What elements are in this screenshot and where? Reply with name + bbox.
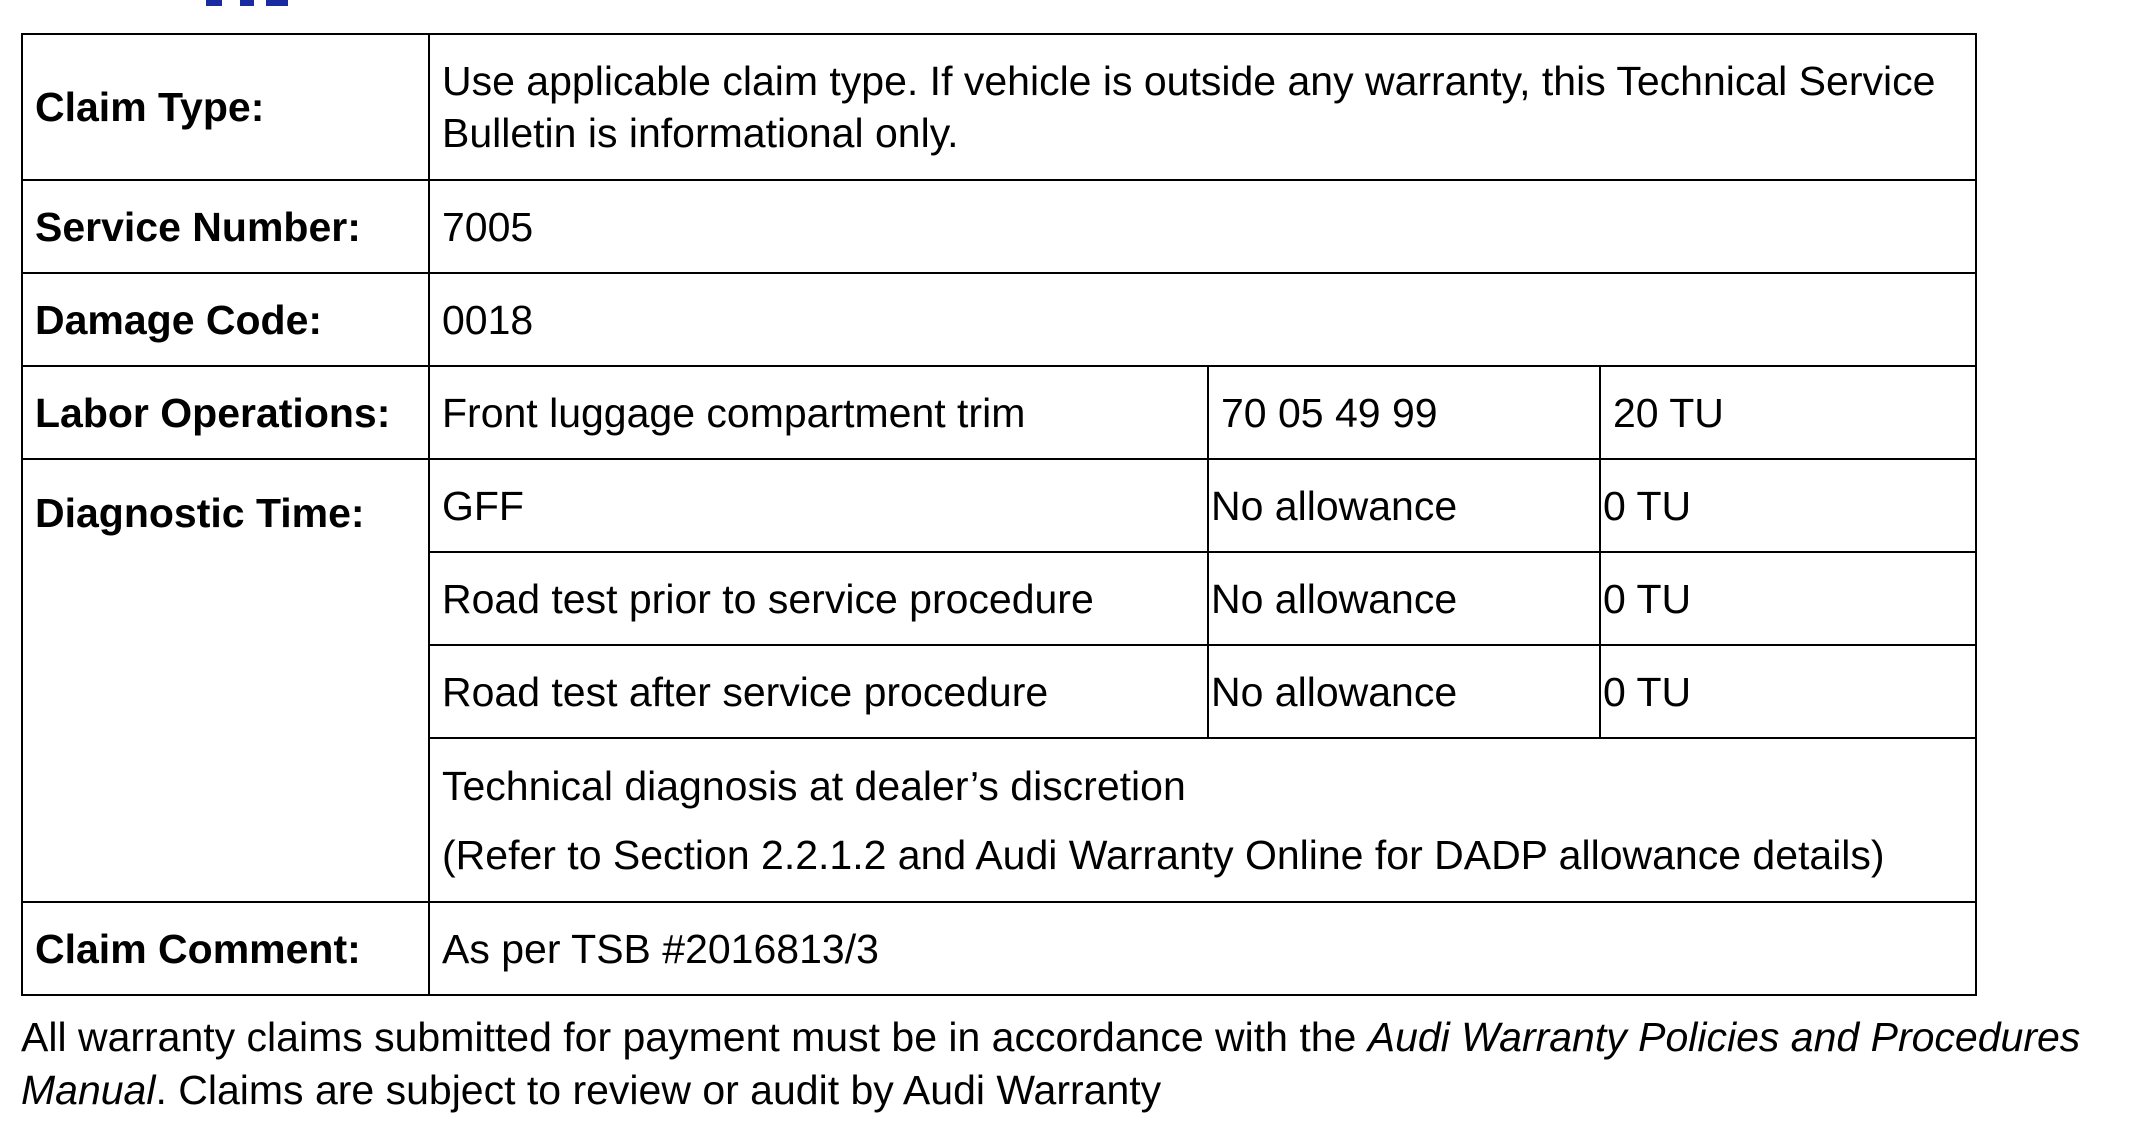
damage-code-row bbox=[22, 273, 1976, 366]
claim-comment-row bbox=[22, 902, 1976, 995]
diagnostic-time-row bbox=[22, 459, 1976, 552]
labor-operations-label: Labor Operations: bbox=[22, 366, 429, 459]
warranty-claim-table bbox=[21, 33, 1977, 996]
claim-type-label: Claim Type: bbox=[22, 34, 429, 180]
diagnostic-item-description: GFF bbox=[429, 459, 1208, 552]
footer-text-outro: . Claims are subject to review or audit by Audi Warranty bbox=[155, 1067, 1162, 1113]
technical-diagnosis-note bbox=[429, 738, 1976, 902]
diagnostic-item-allowance: No allowance bbox=[1208, 459, 1600, 552]
damage-code-label: Damage Code: bbox=[22, 273, 429, 366]
damage-code-value: 0018 bbox=[429, 273, 1976, 366]
warranty-footer-note bbox=[21, 1011, 2131, 1117]
diagnostic-item-description: Road test prior to service procedure bbox=[429, 552, 1208, 645]
labor-operations-row bbox=[22, 366, 1976, 459]
service-number-row bbox=[22, 180, 1976, 273]
manual-title: Audi Warranty Policies and Procedures Manual bbox=[21, 1014, 2081, 1113]
labor-operation-number: 70 05 49 99 bbox=[1208, 366, 1600, 459]
technical-diagnosis-line: Technical diagnosis at dealer’s discretion bbox=[442, 762, 1186, 809]
diagnostic-item-time-units: 0 TU bbox=[1600, 552, 1976, 645]
claim-type-row bbox=[22, 34, 1976, 180]
diagnostic-item-time-units: 0 TU bbox=[1600, 459, 1976, 552]
claim-type-value: Use applicable claim type. If vehicle is outside any warranty, this Technical Service Bulletin is informational only. bbox=[429, 34, 1976, 180]
diagnostic-item-description: Road test after service procedure bbox=[429, 645, 1208, 738]
diagnostic-item-allowance: No allowance bbox=[1208, 645, 1600, 738]
diagnostic-time-label: Diagnostic Time: bbox=[22, 459, 429, 902]
dadp-reference-line: (Refer to Section 2.2.1.2 and Audi Warranty Online for DADP allowance details) bbox=[442, 831, 1885, 878]
claim-comment-label: Claim Comment: bbox=[22, 902, 429, 995]
diagnostic-item-allowance: No allowance bbox=[1208, 552, 1600, 645]
footer-text-intro: All warranty claims submitted for payment must be in accordance with the bbox=[21, 1014, 1368, 1060]
service-number-value: 7005 bbox=[429, 180, 1976, 273]
service-number-label: Service Number: bbox=[22, 180, 429, 273]
heading-fragment bbox=[200, 0, 320, 6]
labor-operation-time-units: 20 TU bbox=[1600, 366, 1976, 459]
claim-comment-value: As per TSB #2016813/3 bbox=[429, 902, 1976, 995]
labor-operation-description: Front luggage compartment trim bbox=[429, 366, 1208, 459]
diagnostic-item-time-units: 0 TU bbox=[1600, 645, 1976, 738]
